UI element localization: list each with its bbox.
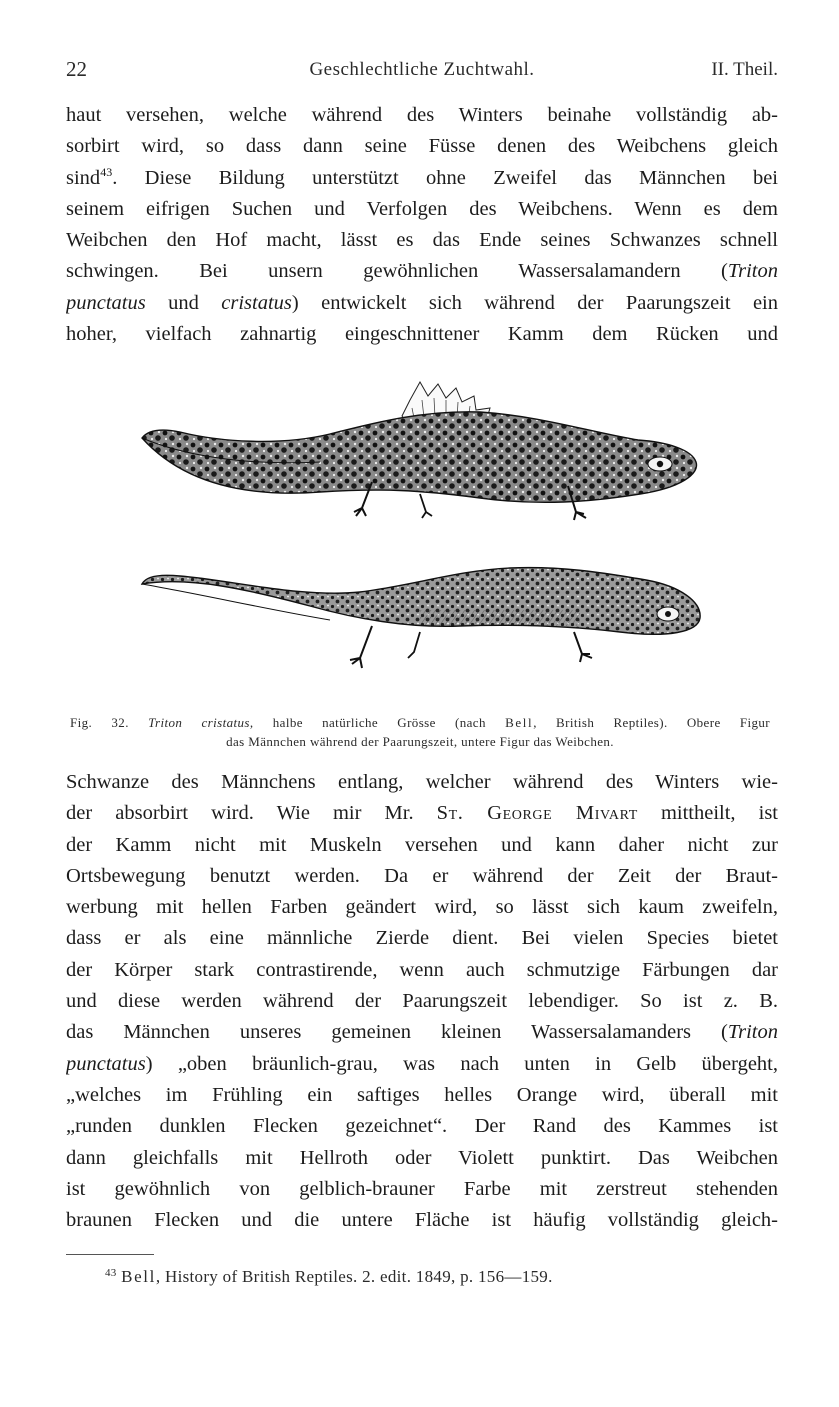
footnote-divider [66,1254,154,1255]
text-run: der absorbirt wird. Wie mir Mr. [66,802,437,825]
caption-line: das Männchen während der Paarungszeit, untere Figur das Weibchen. [226,734,614,749]
text-line: dann gleichfalls mit Hellroth oder Violett punktirt. Das Weibchen [66,1146,778,1169]
footnote-ref[interactable]: 43 [100,164,113,179]
text-line [66,798,778,829]
author-name: Bell [505,715,534,730]
text-line: Schwanze des Männchens entlang, welcher während des Winters wie- [66,771,778,793]
species-name: Triton [727,260,778,283]
caption-line [70,713,770,732]
text-line: sorbirt wird, so dass dann seine Füsse denen des Weibchens gleich [66,135,778,158]
part-label: II. Theil. [711,59,778,80]
text-line: hoher, vielfach zahnartig eingeschnittener Kamm dem Rücken und [66,323,778,346]
figure-caption [70,713,770,751]
text-run: schwingen. Bei unsern gewöhnlichen Wassersalamandern ( [66,260,728,283]
text-run: mittheilt, ist [637,802,778,825]
text-line: und diese werden während der Paarungszeit lebendiger. So ist z. B. [66,990,778,1013]
text-run: sind [66,166,101,189]
text-line [66,256,778,287]
species-name: punctatus [66,1052,146,1075]
footnote-text: , History of British Reptiles. 2. edit. 1849, p. 156—159. [155,1267,553,1286]
paragraph-top [66,100,778,350]
paragraph-bottom [66,767,778,1236]
text-run: halbe natürliche Grösse (nach [253,715,506,730]
text-line: „runden dunklen Flecken gezeichnet“. Der Rand des Kammes ist [66,1115,778,1138]
text-line: werbung mit hellen Farben geändert wird, so lässt sich kaum zweifeln, [66,896,778,919]
author-name: Bell [121,1267,156,1286]
text-line [66,288,778,319]
female-newt-drawing [142,568,700,668]
text-line: ist gewöhnlich von gelblich-brauner Farbe mit zerstreut stehenden [66,1177,778,1200]
footnote-number: 43 [105,1267,117,1279]
running-header [66,57,778,83]
figure-label: Fig. 32. [70,715,129,730]
text-run: ) entwickelt sich während der Paarungszeit ein [291,291,778,314]
footnote [105,1267,553,1287]
person-name: St. George Mivart [436,802,638,825]
text-line: haut versehen, welche während des Winters beinahe vollständig ab- [66,104,778,126]
text-line: Ortsbewegung benutzt werden. Da er während der Zeit der Braut- [66,864,778,887]
running-title: Geschlechtliche Zuchtwahl. [309,59,535,80]
text-line [66,1017,778,1048]
species-name: Triton cristatus, [148,715,254,730]
text-run: das Männchen unseres gemeinen kleinen Wassersalamanders ( [66,1021,728,1044]
text-line [66,163,778,194]
newt-illustration [120,370,720,710]
species-name: Triton [727,1021,778,1044]
text-line: braunen Flecken und die untere Fläche ist häufig vollständig gleich- [66,1209,778,1232]
text-run: , British Reptiles). Obere Figur [533,715,770,730]
text-run: . Diese Bildung unterstützt ohne Zweifel das Männchen bei [112,166,778,189]
text-line: dass er als eine männliche Zierde dient. Bei vielen Species bietet [66,927,778,950]
species-name: punctatus [66,291,146,314]
text-line [66,1049,778,1080]
text-run: und [145,291,222,314]
male-newt-drawing [142,382,697,520]
text-line: seinem eifrigen Suchen und Verfolgen des Weibchens. Wenn es dem [66,197,778,220]
text-run: ) „oben bräunlich-grau, was nach unten in Gelb übergeht, [145,1052,778,1075]
figure-newts [120,370,720,710]
text-line: „welches im Frühling ein saftiges helles Orange wird, überall mit [66,1083,778,1106]
page-number: 22 [66,57,87,81]
text-line: Weibchen den Hof macht, lässt es das Ende seines Schwanzes schnell [66,229,778,252]
text-line: der Kamm nicht mit Muskeln versehen und kann daher nicht zur [66,833,778,856]
species-name: cristatus [221,291,292,314]
text-line: der Körper stark contrastirende, wenn auch schmutzige Färbungen dar [66,958,778,981]
